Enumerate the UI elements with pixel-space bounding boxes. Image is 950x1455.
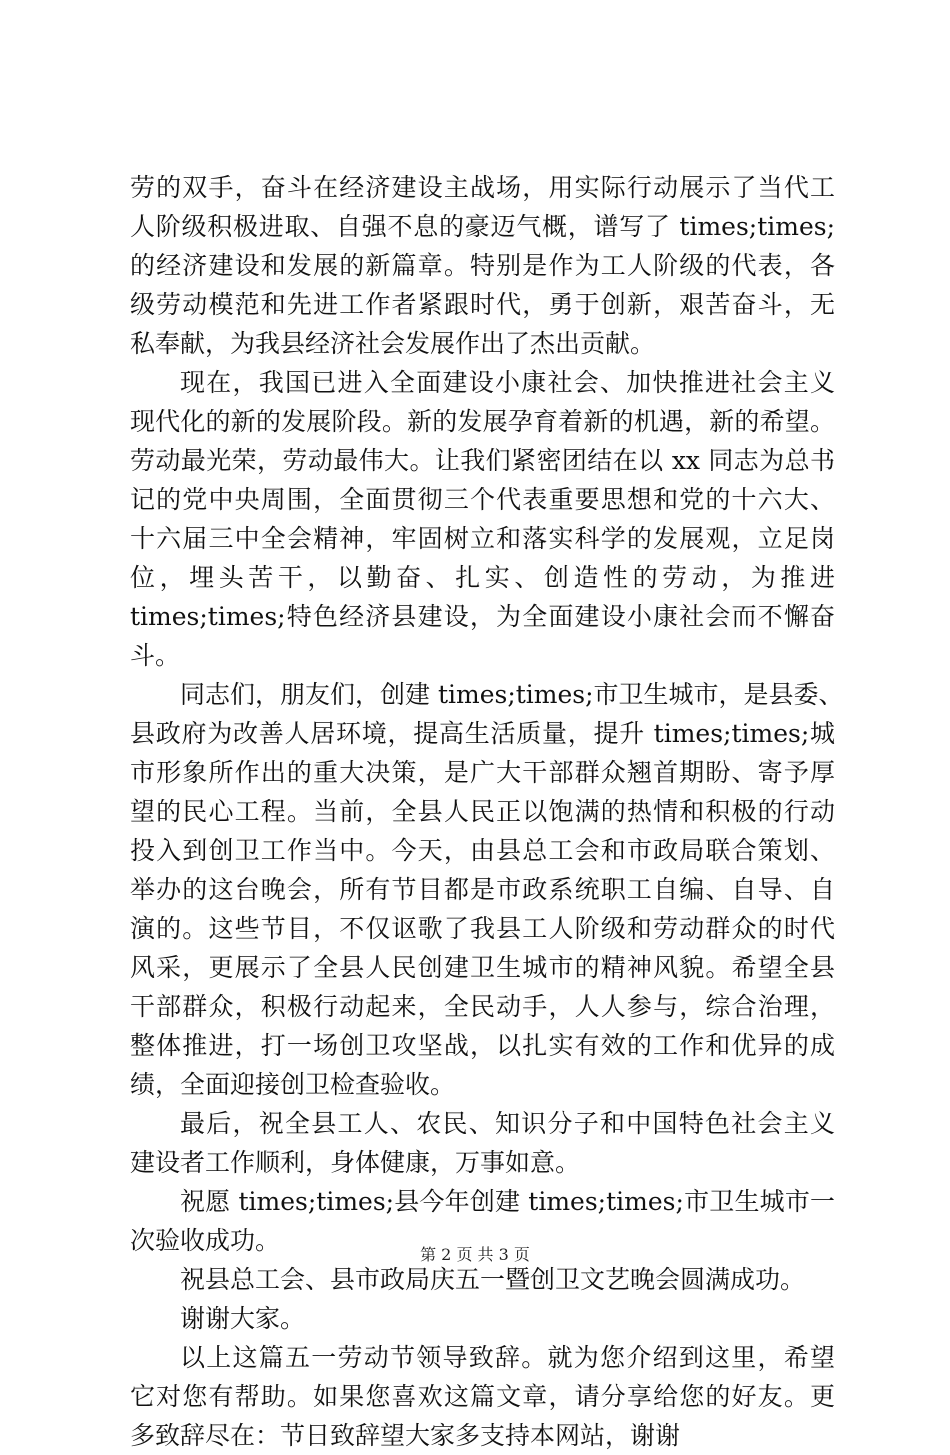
text-line: 举办的这台晚会，所有节目都是市政系统职工自编、自导、自: [130, 875, 835, 904]
paragraph: [130, 168, 835, 363]
text-line: 演的。这些节目，不仅讴歌了我县工人阶级和劳动群众的时代: [130, 914, 835, 943]
paragraph: [130, 363, 835, 675]
text-line: 谢谢大家。: [180, 1304, 306, 1333]
text-line: 记的党中央周围，全面贯彻三个代表重要思想和党的十六大、: [130, 485, 835, 514]
text-line: 十六届三中全会精神，牢固树立和落实科学的发展观，立足岗: [130, 524, 835, 553]
text-line: 祝县总工会、县市政局庆五一暨创卫文艺晚会圆满成功。: [180, 1265, 806, 1294]
text-line: 劳动最光荣，劳动最伟大。让我们紧密团结在以 xx 同志为总书: [130, 446, 835, 475]
text-line: 风采，更展示了全县人民创建卫生城市的精神风貌。希望全县: [130, 953, 835, 982]
text-line: 它对您有帮助。如果您喜欢这篇文章，请分享给您的好友。更: [130, 1382, 835, 1411]
paragraph: [130, 1104, 835, 1182]
text-line: 劳的双手，奋斗在经济建设主战场，用实际行动展示了当代工: [130, 173, 835, 202]
paragraph: [130, 1338, 835, 1455]
text-line: 次验收成功。: [130, 1226, 281, 1255]
text-line: 投入到创卫工作当中。今天，由县总工会和市政局联合策划、: [130, 836, 835, 865]
text-line: 绩，全面迎接创卫检查验收。: [130, 1070, 456, 1099]
text-line: 干部群众，积极行动起来，全民动手，人人参与，综合治理，: [130, 992, 835, 1021]
text-line: 私奉献，为我县经济社会发展作出了杰出贡献。: [130, 329, 656, 358]
text-line: 人阶级积极进取、自强不息的豪迈气概，谱写了 times;times;: [130, 212, 835, 241]
page-footer: 第 2 页 共 3 页: [420, 1245, 530, 1264]
text-line: 级劳动模范和先进工作者紧跟时代，勇于创新，艰苦奋斗，无: [130, 290, 835, 319]
text-line: 斗。: [130, 641, 181, 670]
text-line: times;times;特色经济县建设，为全面建设小康社会而不懈奋: [130, 602, 835, 631]
text-line: 最后，祝全县工人、农民、知识分子和中国特色社会主义: [180, 1109, 835, 1138]
text-line: 位，埋头苦干，以勤奋、扎实、创造性的劳动，为推进: [130, 563, 835, 592]
text-line: 现代化的新的发展阶段。新的发展孕育着新的机遇，新的希望。: [130, 407, 835, 436]
text-line: 市形象所作出的重大决策，是广大干部群众翘首期盼、寄予厚: [130, 758, 835, 787]
text-line: 祝愿 times;times;县今年创建 times;times;市卫生城市一: [180, 1187, 835, 1216]
text-line: 建设者工作顺利，身体健康，万事如意。: [130, 1148, 581, 1177]
text-line: 县政府为改善人居环境，提高生活质量，提升 times;times;城: [130, 719, 835, 748]
paragraph: [130, 675, 844, 1104]
text-line: 同志们，朋友们，创建 times;times;市卫生城市，是县委、: [180, 680, 844, 709]
text-line: 整体推进，打一场创卫攻坚战，以扎实有效的工作和优异的成: [130, 1031, 835, 1060]
text-line: 以上这篇五一劳动节领导致辞。就为您介绍到这里，希望: [180, 1343, 835, 1372]
paragraph: [130, 1299, 835, 1338]
text-line: 现在，我国已进入全面建设小康社会、加快推进社会主义: [180, 368, 835, 397]
text-line: 的经济建设和发展的新篇章。特别是作为工人阶级的代表，各: [130, 251, 835, 280]
text-line: 望的民心工程。当前，全县人民正以饱满的热情和积极的行动: [130, 797, 835, 826]
text-line: 多致辞尽在：节日致辞望大家多支持本网站，谢谢: [130, 1421, 681, 1450]
